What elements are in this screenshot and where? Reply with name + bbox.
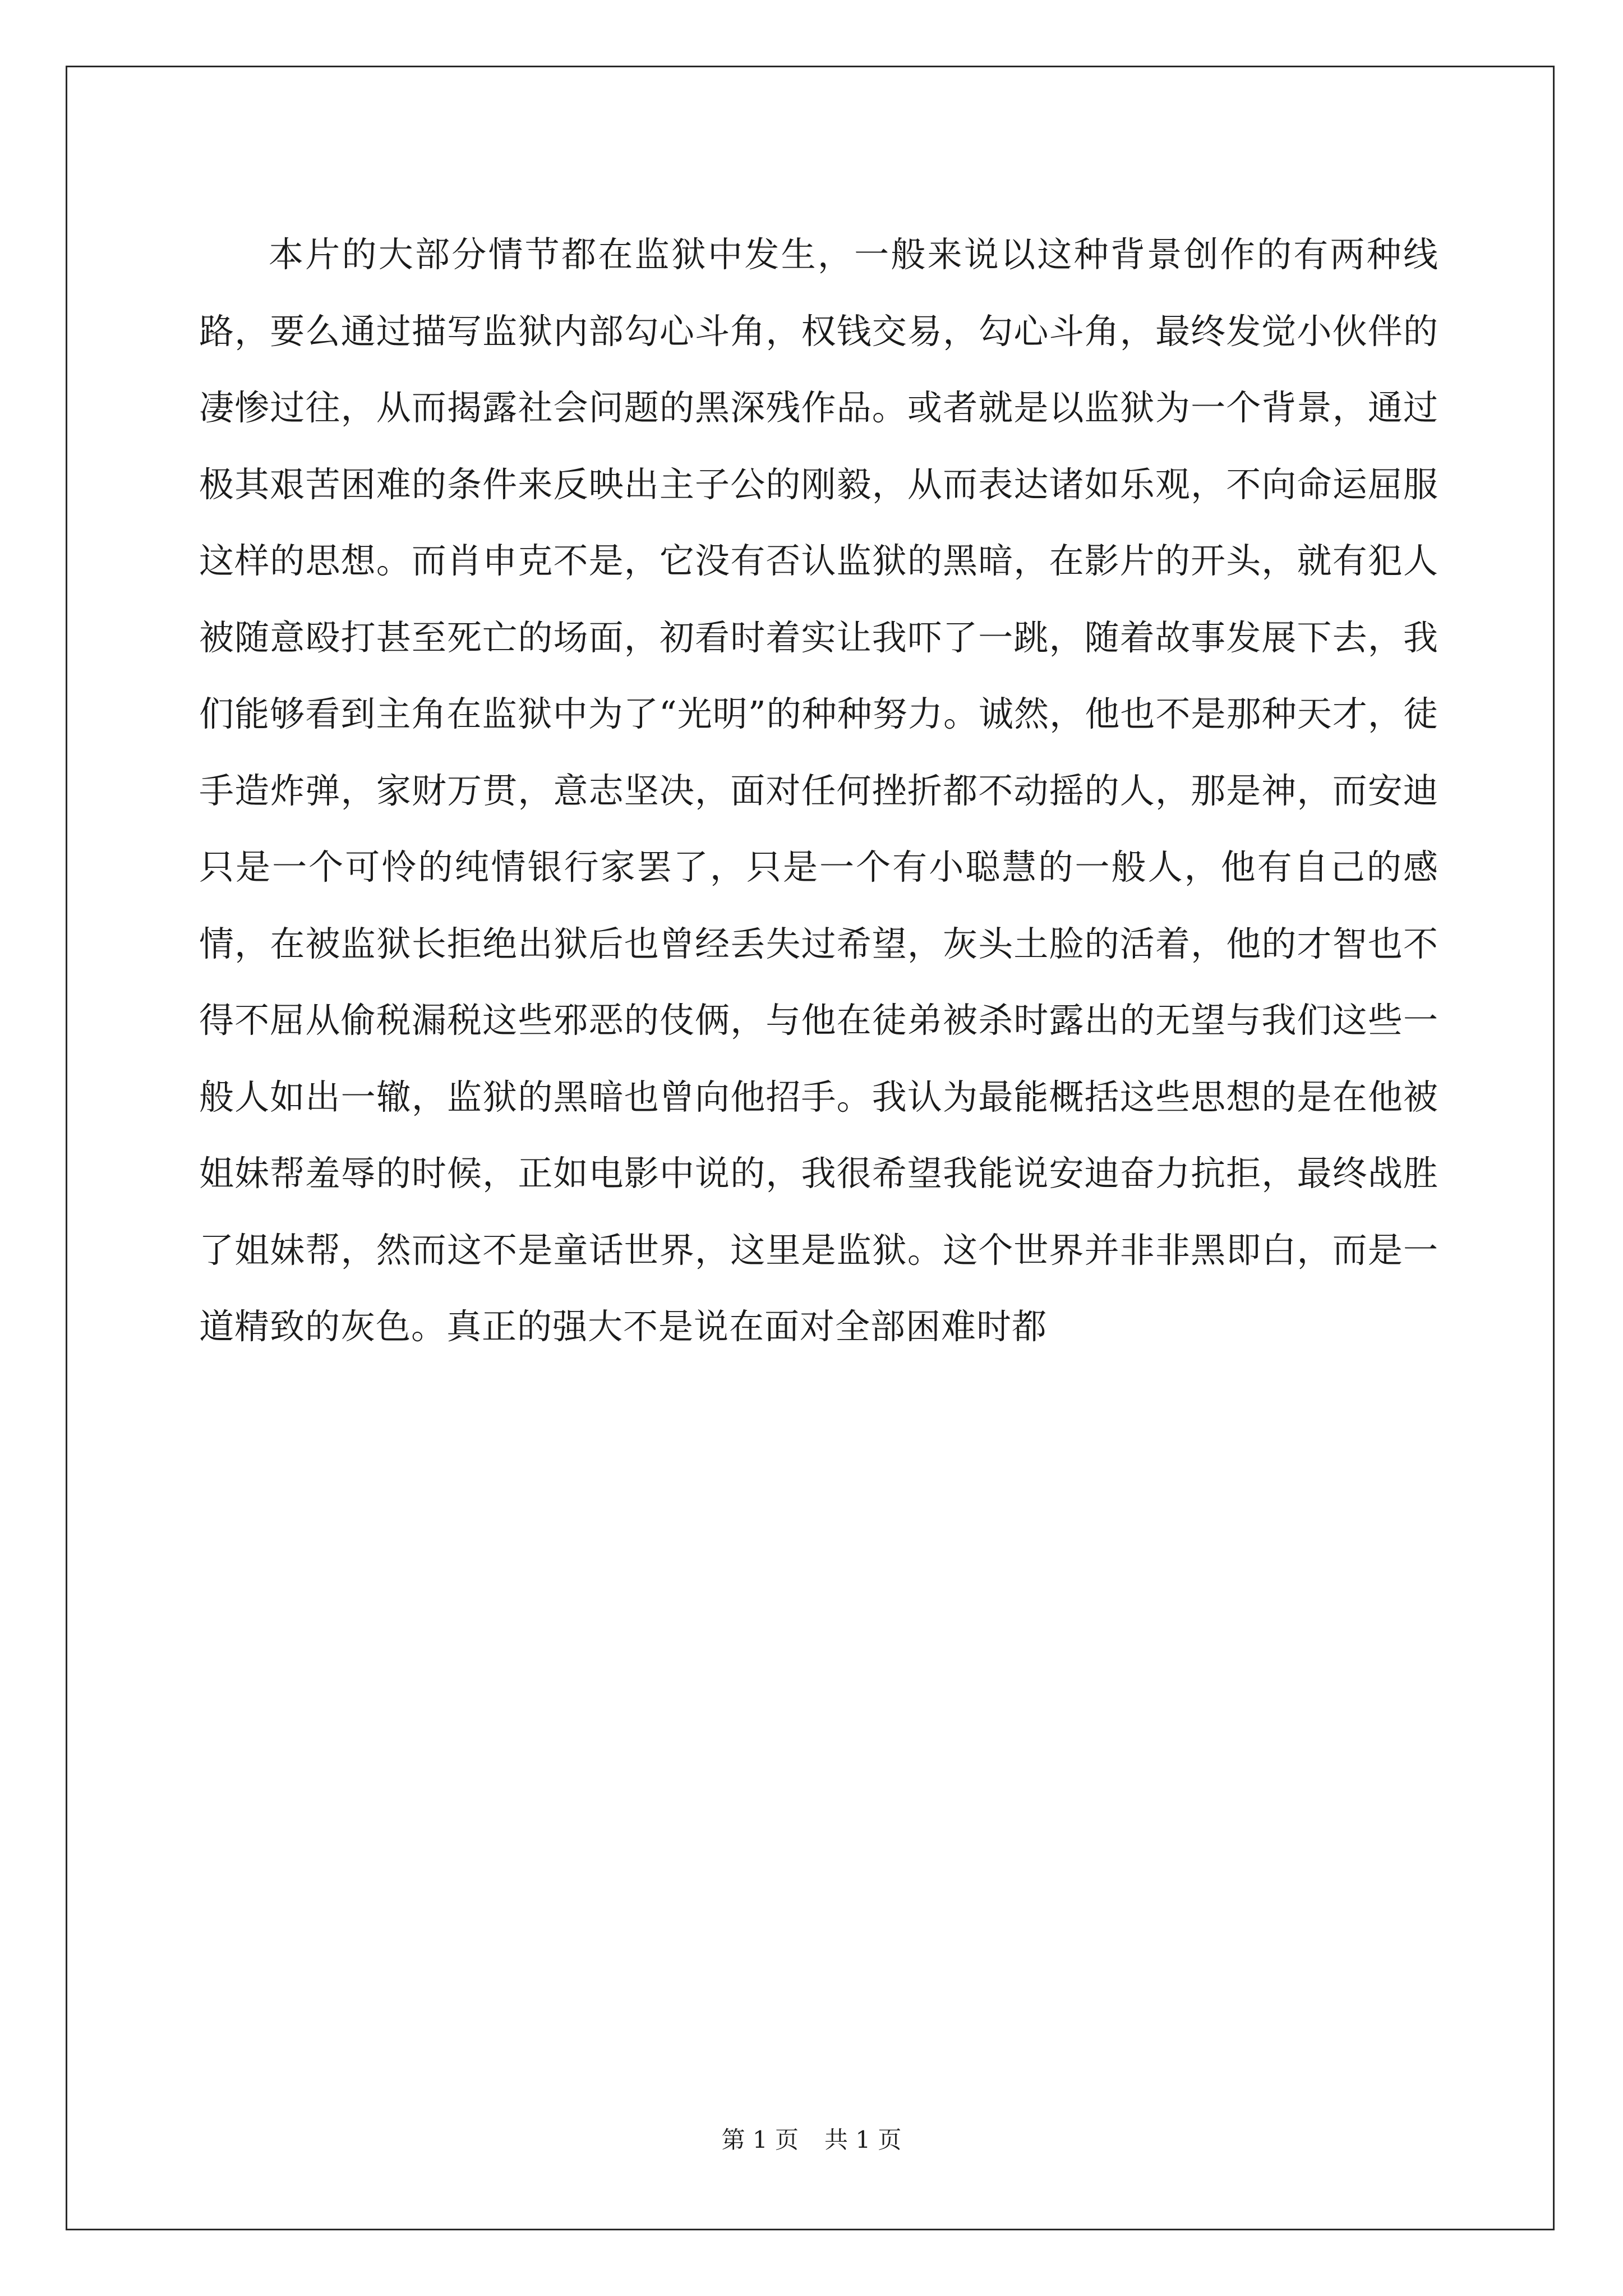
page-number: 第 1 页 — [721, 2126, 799, 2154]
page-total: 共 1 页 — [824, 2126, 902, 2154]
body-paragraph: 本片的大部分情节都在监狱中发生，一般来说以这种背景创作的有两种线路，要么通过描写监狱内部勾心斗角，权钱交易，勾心斗角，最终发觉小伙伴的凄惨过往，从而揭露社会问题的黑深残作品。或者就是以监狱为一个背景，通过极其艰苦困难的条件来反映出主子公的刚毅，从而表达诸如乐观，不向命运屈服这样的思想。而肖申克不是，它没有否认监狱的黑暗，在影片的开头，就有犯人被随意殴打甚至死亡的场面，初看时着实让我吓了一跳，随着故事发展下去，我们能够看到主角在监狱中为了“光明”的种种努力。诚然，他也不是那种天才，徒手造炸弹，家财万贯，意志坚决，面对任何挫折都不动摇的人，那是神，而安迪只是一个可怜的纯情银行家罢了，只是一个有小聪慧的一般人，他有自己的感情，在被监狱长拒绝出狱后也曾经丢失过希望，灰头土脸的活着，他的才智也不得不屈从偷税漏税这些邪恶的伎俩，与他在徒弟被杀时露出的无望与我们这些一般人如出一辙，监狱的黑暗也曾向他招手。我认为最能概括这些思想的是在他被姐妹帮羞辱的时候，正如电影中说的，我很希望我能说安迪奋力抗拒，最终战胜了姐妹帮，然而这不是童话世界，这里是监狱。这个世界并非非黑即白，而是一道精致的灰色。真正的强大不是说在面对全部困难时都 — [199, 234, 1438, 1347]
page-footer — [0, 2123, 1623, 2157]
